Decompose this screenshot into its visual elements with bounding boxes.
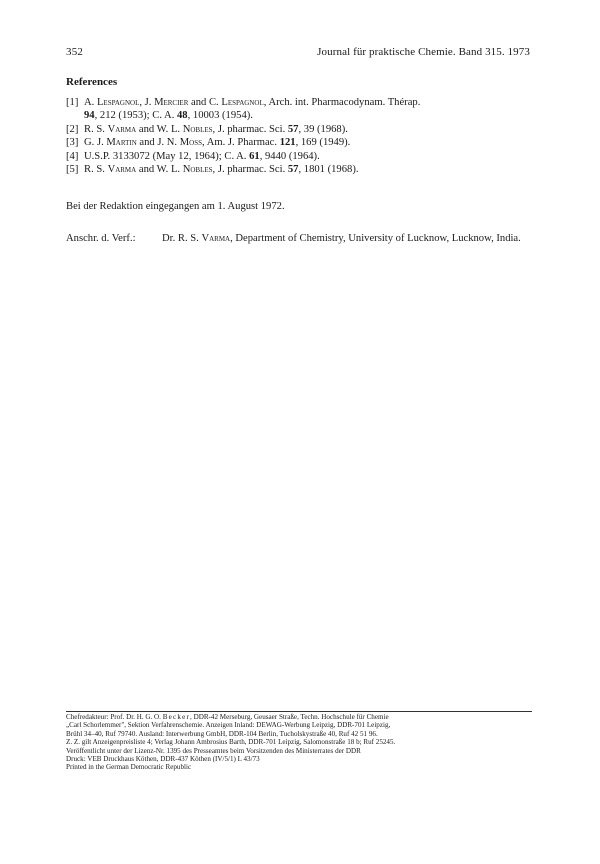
- footer-line: Z. Z. gilt Anzeigenpreisliste 4; Verlag Johann Ambrosius Barth, DDR-701 Leipzig, Salomonstraße 18 b; Ruf 25245.: [66, 738, 396, 747]
- received-date-note: Bei der Redaktion eingegangen am 1. August 1972.: [66, 201, 285, 212]
- reference-number: [1]: [66, 97, 79, 108]
- imprint-footer: [66, 713, 534, 772]
- reference-item: [66, 96, 532, 123]
- author-address: [66, 232, 532, 246]
- reference-text: A. Lespagnol, J. Mercier and C. Lespagnol, Arch. int. Pharmacodynam. Thérap. 94, 212 (1953); C. A. 48, 10003 (1954).: [84, 97, 421, 122]
- reference-item: [66, 163, 532, 176]
- reference-text: U.S.P. 3133072 (May 12, 1964); C. A. 61, 9440 (1964).: [84, 150, 320, 162]
- reference-text: R. S. Varma and W. L. Nobles, J. pharmac. Sci. 57, 39 (1968).: [84, 123, 348, 135]
- footer-line: „Carl Schorlemmer", Sektion Verfahrenschemie. Anzeigen Inland: DEWAG-Werbung Leipzig, DDR-701 Leipzig,: [66, 721, 391, 730]
- references-heading: References: [66, 76, 118, 88]
- footer-line: Printed in the German Democratic Republic: [66, 763, 192, 772]
- reference-item: [66, 150, 532, 163]
- reference-item: [66, 136, 532, 149]
- reference-text: R. S. Varma and W. L. Nobles, J. pharmac. Sci. 57, 1801 (1968).: [84, 164, 359, 176]
- footer-line: Brühl 34–40, Ruf 79740. Ausland: Interwerbung GmbH, DDR-104 Berlin, Tucholskystraße 40, Ruf 42 51 96.: [66, 729, 378, 738]
- journal-title: Journal für praktische Chemie. Band 315. 1973: [317, 46, 530, 58]
- footer-line: Chefredakteur: Prof. Dr. H. G. O. Becker, DDR-42 Merseburg, Geusaer Straße, Techn. Hochschule für Chemie: [66, 713, 389, 721]
- reference-item: [66, 123, 532, 136]
- address-label: Anschr. d. Verf.:: [66, 233, 136, 244]
- footer-line: Druck: VEB Druckhaus Köthen, DDR-437 Köthen (IV/5/1) L 43/73: [66, 755, 260, 764]
- address-text: Dr. R. S. Varma, Department of Chemistry, University of Lucknow, Lucknow, India.: [162, 233, 521, 244]
- reference-number: [3]: [66, 137, 79, 149]
- reference-text: G. J. Martin and J. N. Moss, Am. J. Pharmac. 121, 169 (1949).: [84, 137, 351, 149]
- footer-line: Veröffentlicht unter der Lizenz-Nr. 1395 des Presseamtes beim Vorsitzenden des Ministerrates der DDR: [66, 746, 361, 755]
- reference-list: [66, 96, 532, 176]
- reference-number: [4]: [66, 150, 79, 162]
- page-number: 352: [66, 46, 84, 58]
- reference-number: [5]: [66, 164, 79, 176]
- footer-divider: [66, 711, 532, 712]
- running-header: [66, 46, 530, 58]
- reference-number: [2]: [66, 123, 79, 135]
